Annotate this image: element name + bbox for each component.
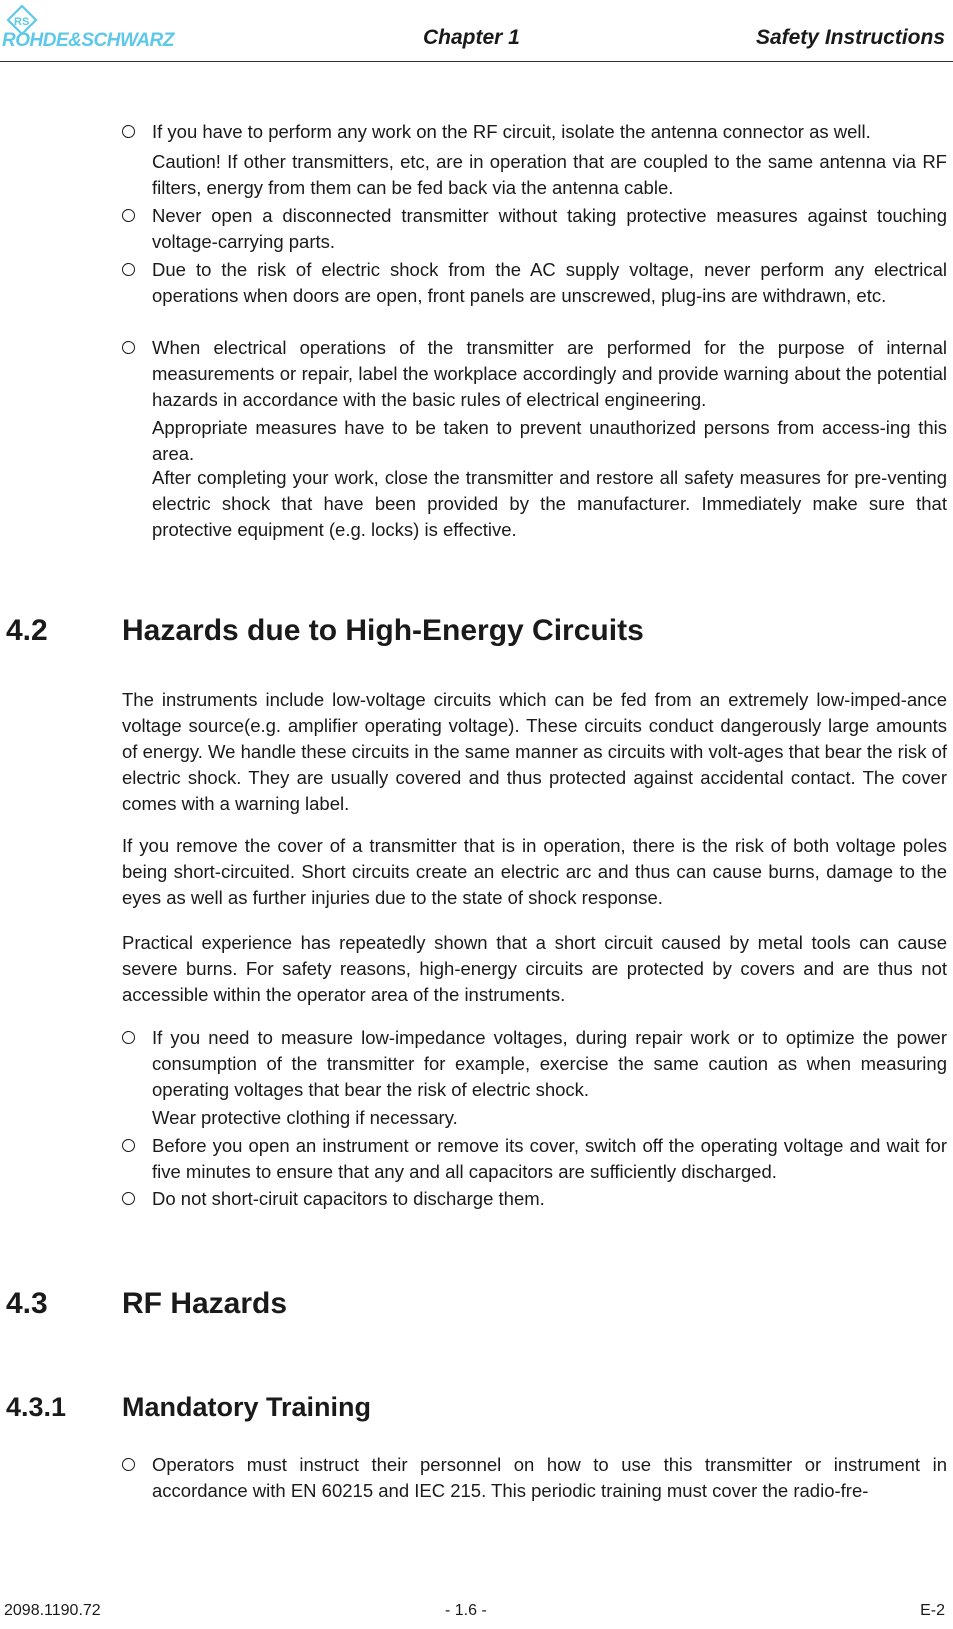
sub-paragraph: Wear protective clothing if necessary.: [152, 1107, 458, 1128]
list-item: [122, 1186, 947, 1212]
page-footer: [0, 1598, 953, 1628]
paragraph: The instruments include low-voltage circuits which can be fed from an extremely low-imped-ance voltage source(e.g. amplifier operating voltage). These circuits conduct dangerously large amounts of energy. We handle these circuits in the same manner as circuits with volt-ages that bear the risk of electric shock. They are usually covered and thus protected against accidental contact. The cover comes with a warning label.: [122, 689, 948, 814]
list-item-text: When electrical operations of the transmitter are performed for the purpose of internal measurements or repair, label the workplace accordingly and provide warning about the potential hazards in accordance with the basic rules of electrical engineering.: [152, 337, 947, 410]
list-item: [122, 1452, 947, 1504]
section-title: Mandatory Training: [122, 1392, 372, 1422]
bullet-circle-icon: [122, 209, 135, 222]
list-item: [122, 335, 947, 413]
page-number: - 1.6 -: [445, 1602, 487, 1619]
list-item-text: Do not short-ciruit capacitors to discharge them.: [152, 1188, 545, 1209]
header-divider: [0, 61, 953, 62]
svg-text:RS: RS: [14, 16, 30, 28]
list-item-text: Before you open an instrument or remove its cover, switch off the operating voltage and wait for five minutes to ensure that any and all capacitors are sufficiently discharged.: [152, 1135, 947, 1182]
edition: E-2: [920, 1602, 945, 1619]
list-item: [122, 1025, 947, 1103]
page-header: [0, 0, 953, 62]
bullet-circle-icon: [122, 1192, 135, 1205]
paragraph: Practical experience has repeatedly shown that a short circuit caused by metal tools can cause severe burns. For safety reasons, high-energy circuits are protected by covers and are thus not accessible within the operator area of the instruments.: [122, 932, 947, 1005]
bullet-circle-icon: [122, 1031, 135, 1044]
list-item: [122, 257, 947, 309]
section-title: RF Hazards: [122, 1287, 288, 1320]
list-item: [122, 203, 947, 255]
section-number: 4.2: [6, 614, 48, 647]
chapter-label: Chapter 1: [423, 26, 520, 49]
bullet-circle-icon: [122, 263, 135, 276]
list-item-text: If you need to measure low-impedance voltages, during repair work or to optimize the power consumption of the transmitter for example, exercise the same caution as when measuring operating voltages that bear the risk of electric shock.: [152, 1027, 947, 1100]
section-title: Hazards due to High-Energy Circuits: [122, 614, 644, 647]
section-number: 4.3: [6, 1287, 48, 1320]
list-item-text: Never open a disconnected transmitter without taking protective measures against touching voltage-carrying parts.: [152, 205, 947, 252]
doc-number: 2098.1190.72: [4, 1602, 101, 1619]
bullet-circle-icon: [122, 341, 135, 354]
list-item-text: Operators must instruct their personnel on how to use this transmitter or instrument in accordance with EN 60215 and IEC 215. This periodic training must cover the radio-fre-: [152, 1454, 947, 1501]
list-item-text: If you have to perform any work on the RF circuit, isolate the antenna connector as well.: [152, 121, 871, 142]
list-item: [122, 119, 947, 145]
list-item-text: Due to the risk of electric shock from the AC supply voltage, never perform any electrical operations when doors are open, front panels are unscrewed, plug-ins are withdrawn, etc.: [152, 259, 947, 306]
list-item: [122, 1133, 947, 1185]
sub-paragraph: After completing your work, close the transmitter and restore all safety measures for pre-venting electric shock that have been provided by the manufacturer. Immediately make sure that protective equipment (e.g. locks) is effective.: [152, 467, 947, 540]
bullet-circle-icon: [122, 125, 135, 138]
bullet-circle-icon: [122, 1139, 135, 1152]
paragraph: If you remove the cover of a transmitter that is in operation, there is the risk of both voltage poles being short-circuited. Short circuits create an electric arc and thus can cause burns, damage to the eyes as well as further injuries due to the state of shock response.: [122, 835, 947, 908]
section-number: 4.3.1: [6, 1392, 67, 1422]
sub-paragraph: Caution! If other transmitters, etc, are in operation that are coupled to the same antenna via RF filters, energy from them can be fed back via the antenna cable.: [152, 151, 947, 198]
header-section-title: Safety Instructions: [755, 26, 945, 49]
sub-paragraph: Appropriate measures have to be taken to prevent unauthorized persons from access-ing this area.: [152, 417, 947, 464]
bullet-circle-icon: [122, 1458, 135, 1471]
logo-text: ROHDE&SCHWARZ: [2, 30, 174, 51]
